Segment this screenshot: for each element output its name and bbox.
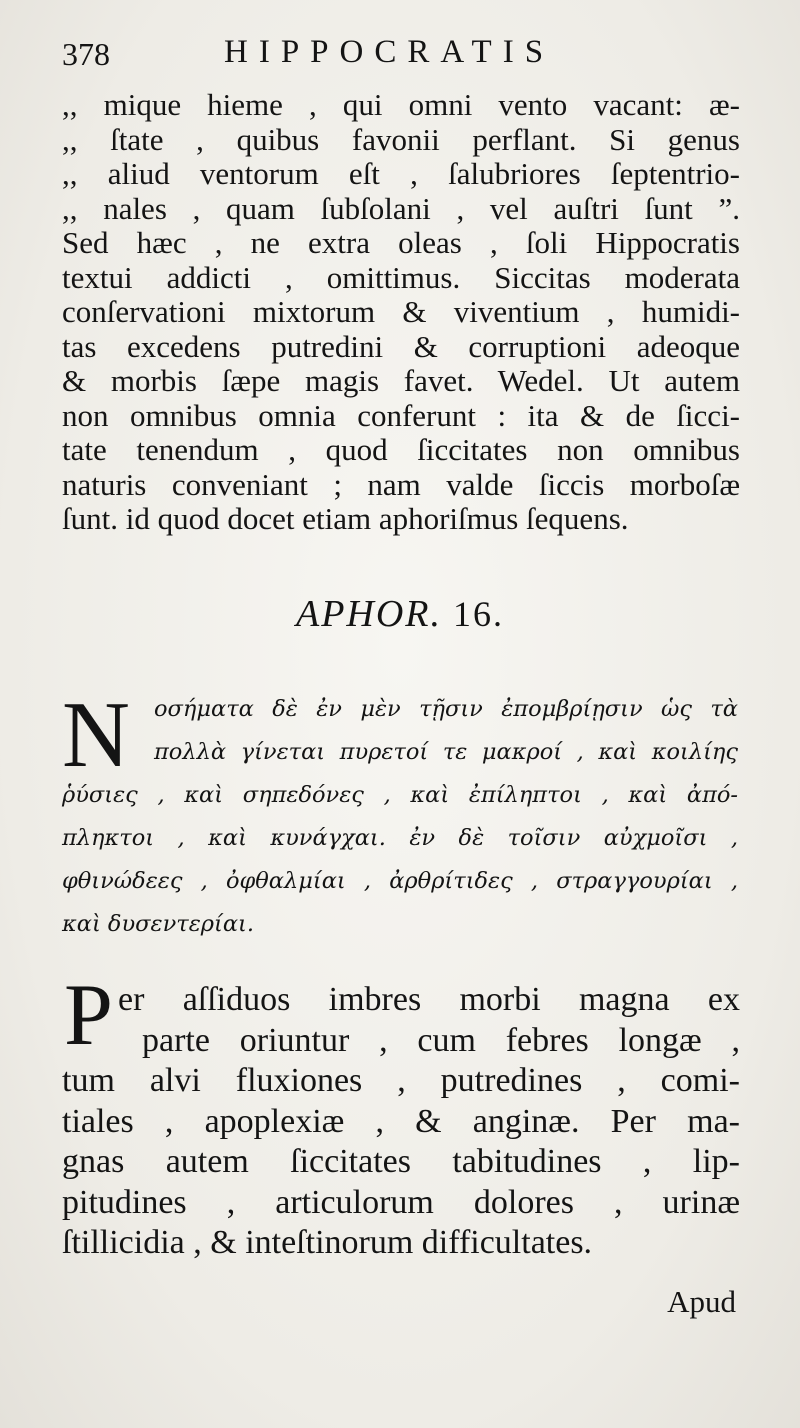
commentary-line: ,, ſtate , quibus favonii perflant. Si genus	[62, 121, 740, 157]
aphorism-label: APHOR.	[295, 593, 443, 635]
greek-line: φθινώδεες , ὀφθαλμίαι , ἀρθρίτιδες , στραγγουρίαι ,	[62, 868, 738, 894]
commentary-line: non omnibus omnia conferunt : ita & de ſicci-	[62, 397, 740, 433]
commentary-line: Sed hæc , ne extra oleas , ſoli Hippocratis	[62, 225, 740, 260]
commentary-line: tas excedens putredini & corruptioni adeoque	[62, 328, 740, 364]
latin-line: er aſſiduos imbres morbi magna ex	[118, 981, 740, 1018]
latin-line: ſtillicidia , & inteſtinorum difficultates.	[62, 1224, 593, 1261]
greek-line: οσήματα δὲ ἐν μὲν τῇσιν ἐπομβρίῃσιν ὡς τὰ	[154, 696, 738, 722]
latin-line: pitudines , articulorum dolores , urinæ	[62, 1183, 740, 1221]
commentary-line: ,, nales , quam ſubſolani , vel auſtri ſunt ”.	[62, 190, 740, 226]
commentary-line: ,, aliud ventorum eſt , ſalubriores ſeptentrio-	[62, 156, 740, 191]
latin-drop-cap: P	[64, 967, 113, 1064]
greek-line: ῥύσιες , καὶ σηπεδόνες , καὶ ἐπίληπτοι , καὶ ἀπό-	[62, 782, 738, 808]
commentary-line: ,, mique hieme , qui omni vento vacant: æ-	[62, 87, 740, 122]
latin-line: gnas autem ſiccitates tabitudines , lip-	[62, 1143, 740, 1180]
page-header	[62, 30, 742, 74]
latin-line: tum alvi fluxiones , putredines , comi-	[62, 1062, 740, 1099]
catchword: Apud	[667, 1284, 736, 1319]
latin-line: tiales , apoplexiæ , & anginæ. Per ma-	[62, 1102, 740, 1140]
commentary-paragraph	[62, 88, 740, 537]
greek-line: πολλὰ γίνεται πυρετοί τε μακροί , καὶ κοιλίης	[154, 739, 738, 765]
greek-aphorism-text	[62, 683, 738, 946]
latin-line: parte oriuntur , cum febres longæ ,	[142, 1021, 740, 1059]
commentary-line: textui addicti , omittimus. Siccitas moderata	[62, 259, 740, 295]
aphorism-number: 16.	[453, 594, 505, 634]
greek-line: καὶ δυσεντερίαι.	[62, 911, 254, 937]
commentary-line: tate tenendum , quod ſiccitates non omnibus	[62, 432, 740, 467]
commentary-line: & morbis ſæpe magis favet. Wedel. Ut autem	[62, 363, 740, 398]
latin-translation-text	[62, 967, 740, 1264]
aphorism-heading	[0, 592, 800, 636]
page-number: 378	[62, 36, 110, 72]
greek-drop-cap: N	[62, 683, 130, 787]
commentary-line: ſunt. id quod docet etiam aphoriſmus ſequens.	[62, 501, 629, 536]
commentary-line: naturis conveniant ; nam valde ſiccis morboſæ	[62, 466, 740, 502]
greek-line: πληκτοι , καὶ κυνάγχαι. ἐν δὲ τοῖσιν αὐχμοῖσι ,	[62, 825, 738, 851]
commentary-line: conſervationi mixtorum & viventium , humidi-	[62, 294, 740, 329]
running-head: HIPPOCRATIS	[224, 34, 555, 70]
